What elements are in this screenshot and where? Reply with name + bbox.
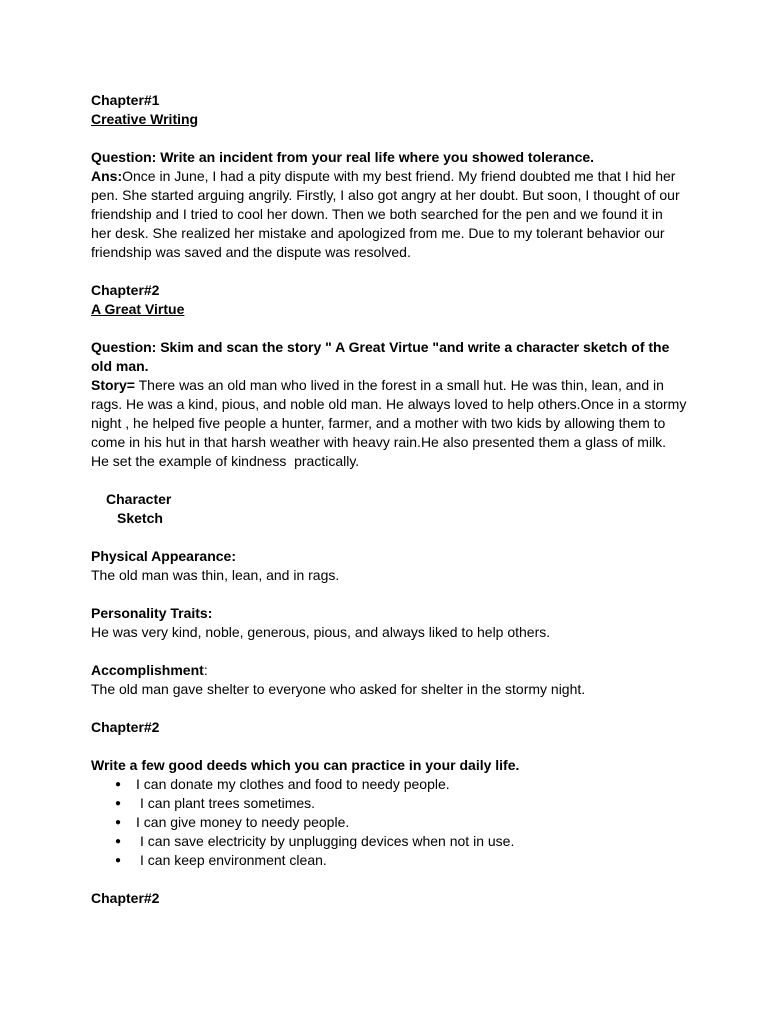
story-line: night , he helped five people a hunter, farmer, and a mother with two kids by allowing them to [91, 415, 666, 431]
bullet-icon: ● [115, 855, 122, 866]
list-item [91, 832, 691, 851]
bullet-icon: ● [115, 836, 122, 847]
list-item-text: I can keep environment clean. [140, 852, 327, 868]
answer-line: her desk. She realized her mistake and apologized from me. Due to my tolerant behavior our [91, 225, 665, 241]
accomplishment-heading: Accomplishment [91, 662, 204, 678]
chapter-heading: Chapter#2 [91, 890, 160, 906]
list-item [91, 851, 691, 870]
personality-heading: Personality Traits: [91, 605, 213, 621]
answer-line: friendship was saved and the dispute was resolved. [91, 244, 411, 260]
bullet-icon: ● [115, 817, 122, 828]
chapter-title: Creative Writing [91, 111, 199, 127]
answer-line [91, 167, 691, 186]
list-item-text: I can save electricity by unplugging devices when not in use. [140, 833, 515, 849]
list-item [91, 775, 691, 794]
answer-text: Once in June, I had a pity dispute with my best friend. My friend doubted me that I hid her [122, 168, 676, 184]
bullet-icon: ● [115, 779, 122, 790]
list-item [91, 813, 691, 832]
spacer [91, 642, 691, 661]
question-text: Write a few good deeds which you can practice in your daily life. [91, 757, 520, 773]
physical-heading: Physical Appearance: [91, 548, 236, 564]
bullet-icon: ● [115, 798, 122, 809]
accomplishment-text: The old man gave shelter to everyone who asked for shelter in the stormy night. [91, 681, 586, 697]
answer-line: friendship and I tried to cool her down. Then we both searched for the pen and we found it in [91, 206, 663, 222]
spacer [91, 319, 691, 338]
list-item [91, 794, 691, 813]
question-line: old man. [91, 358, 149, 374]
spacer [91, 471, 691, 490]
good-deeds-list [91, 775, 691, 870]
personality-text: He was very kind, noble, generous, pious, and always liked to help others. [91, 624, 551, 640]
question-text: Question: Write an incident from your real life where you showed tolerance. [91, 149, 595, 165]
spacer [91, 585, 691, 604]
list-item-text: I can plant trees sometimes. [140, 795, 316, 811]
document-body [91, 91, 691, 908]
story-label: Story= [91, 377, 135, 393]
spacer [91, 699, 691, 718]
chapter-heading: Chapter#1 [91, 92, 160, 108]
spacer [91, 870, 691, 889]
list-item-text: I can give money to needy people. [136, 814, 350, 830]
spacer [91, 262, 691, 281]
chapter-heading: Chapter#2 [91, 719, 160, 735]
answer-label: Ans: [91, 168, 123, 184]
chapter-heading: Chapter#2 [91, 282, 160, 298]
story-line: He set the example of kindness practically. [91, 453, 360, 469]
sketch-title: Character [106, 491, 172, 507]
list-item-text: I can donate my clothes and food to needy people. [136, 776, 450, 792]
answer-line: pen. She started arguing angrily. Firstly, I also got angry at her doubt. But soon, I thought of our [91, 187, 680, 203]
physical-text: The old man was thin, lean, and in rags. [91, 567, 340, 583]
chapter-title: A Great Virtue [91, 301, 185, 317]
accomplishment-heading-line [91, 661, 691, 680]
sketch-title: Sketch [117, 510, 163, 526]
spacer [91, 129, 691, 148]
spacer [91, 528, 691, 547]
story-line [91, 376, 691, 395]
accomplishment-colon: : [203, 662, 208, 678]
spacer [91, 737, 691, 756]
story-line: rags. He was a kind, pious, and noble old man. He always loved to help others.Once in a stormy [91, 396, 687, 412]
story-text: There was an old man who lived in the forest in a small hut. He was thin, lean, and in [134, 377, 664, 393]
question-line: Question: Skim and scan the story " A Great Virtue "and write a character sketch of the [91, 339, 670, 355]
story-line: come in his hut in that harsh weather with heavy rain.He also presented them a glass of milk. [91, 434, 667, 450]
